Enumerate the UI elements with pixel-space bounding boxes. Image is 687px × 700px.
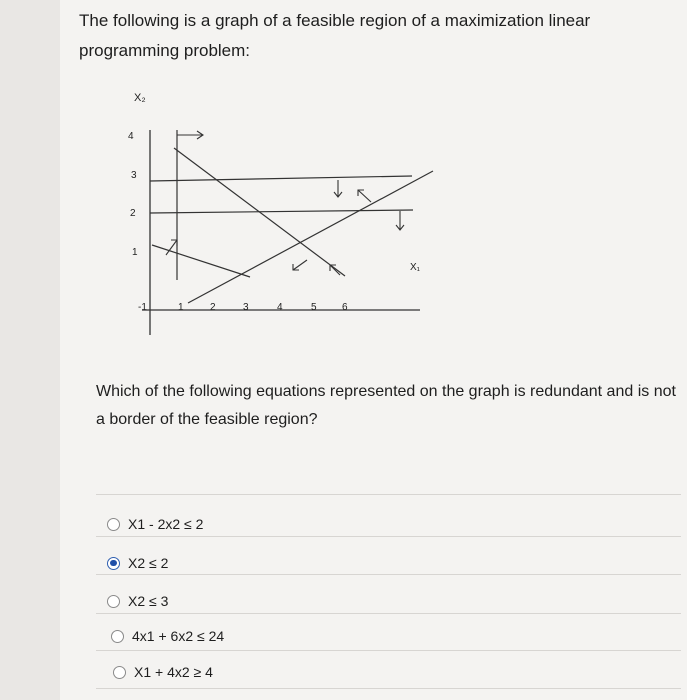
- divider: [96, 650, 681, 651]
- question-text: Which of the following equations represented on the graph is redundant and is not a border of the feasible region?: [96, 383, 676, 428]
- y-tick-4: 4: [128, 131, 134, 142]
- x-tick-6: 6: [342, 302, 348, 313]
- divider: [96, 688, 681, 689]
- arrow-down-left-icon: [293, 260, 307, 270]
- x-tick-1: 1: [178, 302, 184, 313]
- radio-button[interactable]: [111, 630, 124, 643]
- answer-option-4[interactable]: [111, 628, 224, 644]
- answer-option-5[interactable]: [113, 664, 213, 680]
- y-axis-label: X₂: [134, 92, 146, 104]
- constraint-line-x1-4x2: [152, 245, 250, 277]
- x-tick-3: 3: [243, 302, 249, 313]
- x-axis-label: X₁: [410, 262, 421, 273]
- radio-button[interactable]: [107, 518, 120, 531]
- y-tick-2: 2: [130, 208, 136, 219]
- arrow-right-icon: [177, 131, 203, 139]
- answer-option-3[interactable]: [107, 593, 168, 609]
- answer-option-2[interactable]: [107, 555, 168, 571]
- constraint-line-x2-3: [150, 176, 412, 181]
- constraint-line-x2-2: [150, 210, 413, 213]
- answer-option-label: X2 ≤ 2: [128, 555, 169, 571]
- radio-button[interactable]: [113, 666, 126, 679]
- answer-option-label: X1 - 2x2 ≤ 2: [128, 516, 204, 532]
- x-tick-2: 2: [210, 302, 216, 313]
- radio-button[interactable]: [107, 595, 120, 608]
- divider: [96, 494, 681, 495]
- answer-option-1[interactable]: [107, 516, 203, 532]
- arrow-down-icon: [396, 211, 404, 230]
- x-tick-4: 4: [277, 302, 283, 313]
- answer-option-label: X2 ≤ 3: [128, 593, 169, 609]
- y-tick-1: 1: [132, 247, 138, 258]
- feasible-region-graph: [100, 80, 460, 345]
- divider: [96, 613, 681, 614]
- constraint-line-x1-2x2: [188, 171, 433, 303]
- y-tick-3: 3: [131, 170, 137, 181]
- answer-option-label: X1 + 4x2 ≥ 4: [134, 664, 213, 680]
- x-tick-5: 5: [311, 302, 317, 313]
- origin-label: -1: [138, 302, 147, 313]
- arrow-up-left-icon: [330, 265, 340, 275]
- answer-option-label: 4x1 + 6x2 ≤ 24: [132, 628, 225, 644]
- arrow-down-icon: [334, 180, 342, 197]
- intro-text: The following is a graph of a feasible region of a maximization linear programming problem:: [79, 11, 591, 60]
- divider: [96, 536, 681, 537]
- radio-button-selected[interactable]: [107, 557, 120, 570]
- divider: [96, 574, 681, 575]
- arrow-up-left-icon: [358, 190, 371, 202]
